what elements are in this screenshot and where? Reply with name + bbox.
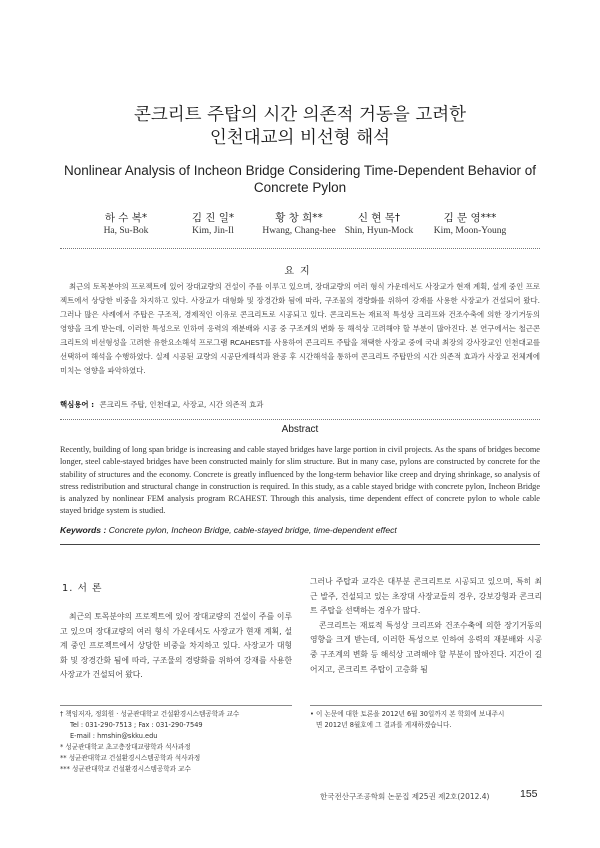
keywords-ko [60,399,540,411]
author-1-name-ko: 하 수 복* [104,212,148,224]
footnote-discussion-line-2: 면 2012년 8월호에 그 결과를 게재하겠습니다. [316,721,452,729]
keywords-en-text: Concrete pylon, Incheon Bridge, cable-stayed bridge, time-dependent effect [108,525,397,535]
abstract-ko-body [60,280,540,378]
title-english-line-2: Concrete Pylon [253,180,347,195]
footnote-rule-right [310,705,542,706]
footnote-affiliation-3: *** 성균관대학교 건설환경시스템공학과 교수 [60,765,191,773]
title-korean-line-2: 인천대교의 비선형 해석 [209,128,391,148]
author-5-name-en: Kim, Moon-Young [433,226,507,236]
footnote-email: E-mail : hmshin@skku.edu [70,732,158,740]
author-2 [163,211,263,237]
section-1-heading: 1. 서 론 [62,583,103,594]
author-2-name-en: Kim, Jin-Il [192,226,234,236]
footnote-phone-fax: Tel : 031-290-7513 ; Fax : 031-290-7549 [70,721,203,729]
intro-paragraph-2: 그러나 주탑과 교각은 대부분 콘크리트로 시공되고 있으며, 특히 최근 발주, 건설되고 있는 초장대 사장교들의 경우, 강보강형과 콘크리트 주탑을 선택하는 경우가 많다. [310,577,542,616]
abstract-ko-text: 최근의 토목분야의 프로젝트에 있어 장대교량의 건설이 주를 이루고 있으며, 장대교량의 여러 형식 가운데서도 사장교가 현재 계획, 설계 중인 프로젝트에서 상당한 비중을 차지하고 있다. 사장교가 대형화 및 장경간화 됨에 따라, 구조물의 경량화를 위하여 강재를 사용한 사장교가 건설되어 왔다. 그러나 많은 사례에서 주탑은 구조적, 경제적인 이유로 콘크리트로 시공되고 있다. 콘크리트는 재료적 특성상 크리프와 건조수축에 의한 장기거동의 영향을 크게 받는데, 이러한 특성으로 인하여 응력의 재분배와 시공 중 구조계의 변화 등 해석상 고려해야 할 부분이 많아진다. 본 연구에서는 철근콘크리트의 비선형성을 고려한 유한요소해석 프로그램 RCAHEST를 사용하여 콘크리트 주탑을 채택한 사장교 중에 국내 최장의 강사장교인 인천대교를 선택하여 해석을 수행하였다. 실제 시공된 교량의 시공단계해석과 완공 후 시간해석을 통하여 콘크리트 주탑만의 시간 의존적 효과가 사장교 전체계에 미치는 영향을 파악하였다. [60,282,540,375]
intro-paragraph-3: 콘크리트는 재료적 특성상 크리프와 건조수축에 의한 장기거동의 영향을 크게 받는데, 이러한 특성으로 인하여 응력의 재분배와 시공 중 구조계의 변화 등 해석상 고려해야 할 부분이 많아진다. 지간이 길어지고, 콘크리트 주탑이 고층화 됨 [310,620,542,674]
footnote-rule-left [60,705,292,706]
author-3-name-en: Hwang, Chang-hee [262,226,336,236]
dotted-divider-top [60,248,540,249]
abstract-en-text: Recently, building of long span bridge is increasing and cable stayed bridges have large portion in civil projects. As the spans of bridges become longer, steel cable-stayed bridges have been constructed mainly for slim structure. But in many case, pylons are constructed by concrete for the stability of structures and the economy. Concrete is greatly influenced by the long-term behavior like creep and drying shrinkage, so analysis of stress redistribution and structural change in construction is required. In this study, as a cable stayed bridge with concrete pylon, Incheon Bridge is analyzed by nonlinear FEM analysis program RCAHEST. Through this analysis, time dependent effect of concrete pylon to whole cable stayed bridge system is studied. [60,445,540,516]
keywords-en-label: Keywords : [60,525,107,535]
author-4-name-ko: 신 현 목† [357,212,401,224]
solid-divider [60,544,540,545]
footnote-discussion-line-1: • 이 논문에 대한 토론을 2012년 6월 30일까지 본 학회에 보내주시 [310,710,505,718]
dotted-divider-middle [60,419,540,420]
right-column-text [310,575,542,677]
footnote-affiliation-1: * 성균관대학교 초고층장대교량학과 석사과정 [60,743,191,751]
keywords-ko-text: 콘크리트 주탑, 인천대교, 사장교, 시간 의존적 효과 [99,400,264,409]
abstract-en-heading: Abstract [281,424,319,435]
title-english-line-1: Nonlinear Analysis of Incheon Bridge Considering Time-Dependent Behavior of [63,163,537,178]
author-5 [420,211,520,237]
abstract-en-body [60,444,540,518]
title-korean-line-1: 콘크리트 주탑의 시간 의존적 거동을 고려한 [133,105,467,125]
author-1-name-en: Ha, Su-Bok [103,226,149,236]
author-2-name-ko: 김 진 일* [191,212,235,224]
abstract-ko-heading: 요지 [284,266,316,277]
journal-footer: 한국전산구조공학회 논문집 제25권 제2호(2012.4) [320,792,490,801]
intro-paragraph-1: 최근의 토목분야의 프로젝트에 있어 장대교량의 건설이 주를 이루고 있으며 장대교량의 여러 형식 가운데서도 사장교가 현재 계획, 설계 중인 프로젝트에서 상당한 비중을 차지하고 있다. 사장교가 대형화 및 장경간화 됨에 따라, 구조물의 경량화를 위하여 강재를 사용한 사장교가 건설되어 왔다. [60,612,292,680]
author-3-name-ko: 황 창 희** [275,212,323,224]
author-4-name-en: Shin, Hyun-Mock [344,226,414,236]
left-column-text [60,610,292,683]
author-4 [329,211,429,237]
footnotes-right [310,709,504,731]
keywords-ko-label: 핵심용어 : [60,400,95,409]
author-5-name-ko: 김 문 영*** [443,212,497,224]
page-number: 155 [520,788,538,800]
footnote-corresponding-author: † 책임저자, 정회원 · 성균관대학교 건설환경시스템공학과 교수 [60,710,240,718]
keywords-en [60,525,540,535]
footnotes-left [60,709,239,775]
footnote-affiliation-2: ** 성균관대학교 건설환경시스템공학과 석사과정 [60,754,201,762]
author-1 [76,211,176,237]
